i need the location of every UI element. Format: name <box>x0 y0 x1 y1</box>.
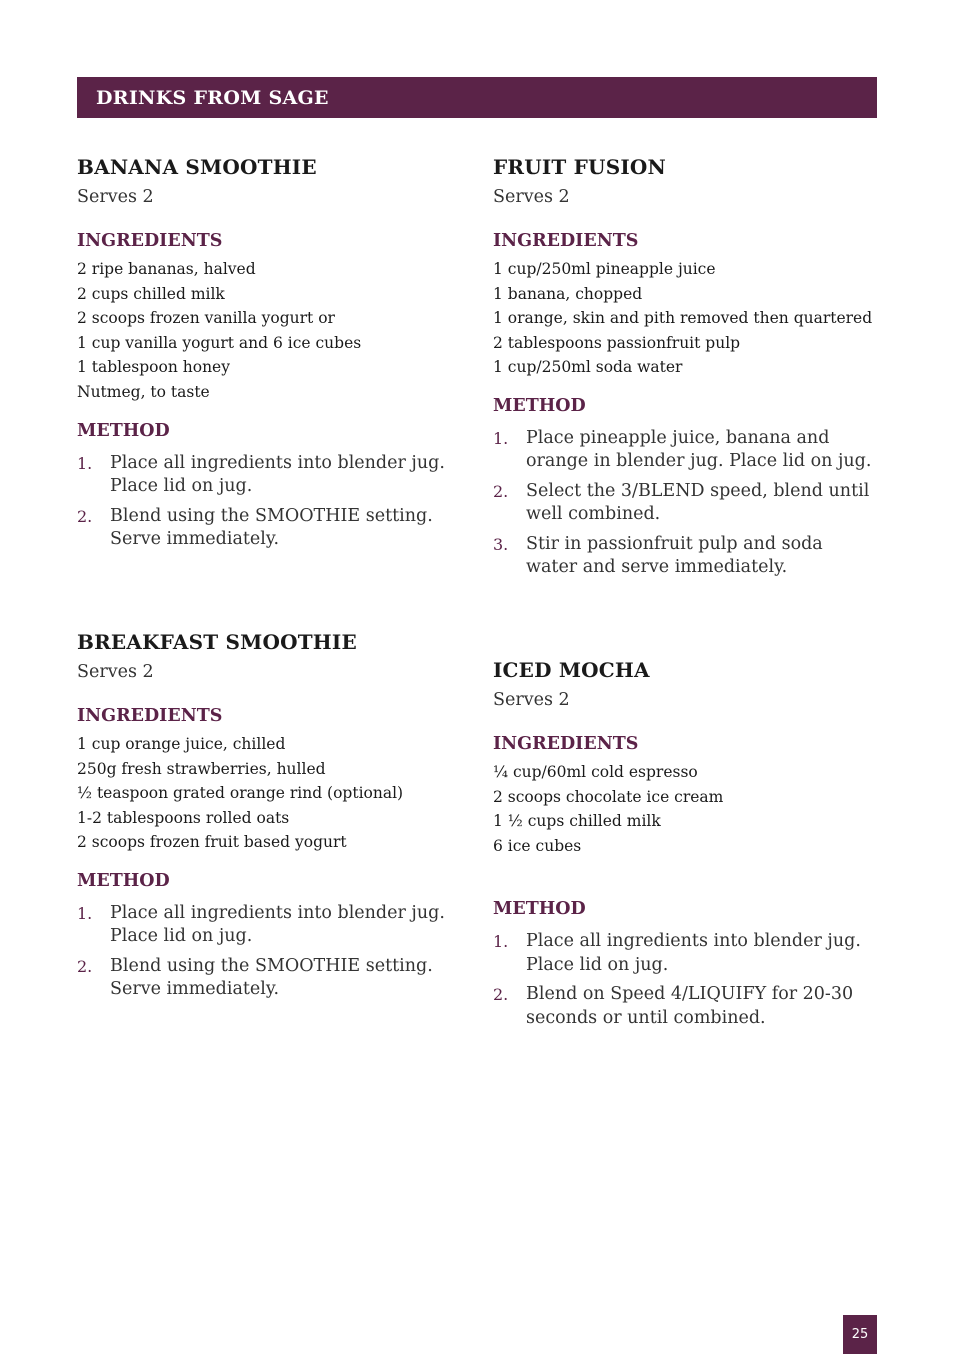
recipe-banana-smoothie <box>77 154 462 558</box>
method-step <box>77 452 462 499</box>
ingredient-item: 2 scoops frozen fruit based yogurt <box>77 833 347 852</box>
step-number: 1. <box>77 453 93 473</box>
method-list <box>77 902 462 1002</box>
ingredient-item: 2 cups chilled milk <box>77 284 225 303</box>
method-list <box>493 427 878 580</box>
method-heading: METHOD <box>77 870 170 891</box>
recipe-title: BANANA SMOOTHIE <box>77 155 317 179</box>
step-number: 1. <box>77 903 93 923</box>
section-title: DRINKS FROM SAGE <box>96 86 329 109</box>
step-text: Stir in passionfruit pulp and soda water and serve immediately. <box>526 533 823 578</box>
step-text: Blend using the SMOOTHIE setting. Serve immediately. <box>110 955 433 1000</box>
ingredients-list <box>493 257 878 380</box>
ingredient-item: 2 ripe bananas, halved <box>77 260 256 278</box>
method-heading: METHOD <box>493 899 586 920</box>
ingredient-item: 1 banana, chopped <box>493 284 643 303</box>
method-list <box>493 930 878 1030</box>
ingredient-item: 1 cup vanilla yogurt and 6 ice cubes <box>77 333 362 352</box>
ingredient-item: 1-2 tablespoons rolled oats <box>77 808 290 827</box>
step-text: Place all ingredients into blender jug. Place lid on jug. <box>110 452 445 497</box>
ingredient-item: 2 scoops chocolate ice cream <box>493 787 724 806</box>
method-heading: METHOD <box>493 395 586 416</box>
step-text: Place pineapple juice, banana and orange in blender jug. Place lid on jug. <box>526 427 872 472</box>
recipe-fruit-fusion <box>493 154 878 586</box>
recipe-title: ICED MOCHA <box>493 658 650 682</box>
recipe-serves: Serves 2 <box>493 187 570 207</box>
recipe-title: BREAKFAST SMOOTHIE <box>77 630 357 654</box>
ingredient-item: 1 cup/250ml soda water <box>493 358 683 377</box>
step-number: 2. <box>77 506 93 526</box>
ingredients-heading: INGREDIENTS <box>493 231 639 251</box>
ingredient-item: 1 cup/250ml pineapple juice <box>493 260 716 278</box>
ingredient-item: 2 scoops frozen vanilla yogurt or <box>77 309 335 328</box>
ingredients-list <box>77 732 462 855</box>
step-number: 1. <box>493 428 509 448</box>
method-step <box>493 930 878 977</box>
recipe-serves: Serves 2 <box>77 662 154 682</box>
ingredient-item: 2 tablespoons passionfruit pulp <box>493 333 741 352</box>
recipe-breakfast-smoothie <box>77 629 462 1008</box>
ingredients-heading: INGREDIENTS <box>77 706 223 726</box>
step-number: 2. <box>77 956 93 976</box>
section-banner <box>77 77 877 118</box>
step-text: Blend on Speed 4/LIQUIFY for 20-30 seconds or until combined. <box>526 984 854 1028</box>
ingredient-item: 1 cup orange juice, chilled <box>77 735 286 753</box>
recipe-serves: Serves 2 <box>493 690 570 710</box>
step-number: 3. <box>493 534 509 554</box>
ingredients-heading: INGREDIENTS <box>493 734 639 754</box>
ingredients-list <box>493 760 878 858</box>
ingredient-item: 1 tablespoon honey <box>77 358 230 377</box>
method-step <box>493 983 878 1030</box>
method-step <box>493 427 878 474</box>
method-step <box>493 480 878 527</box>
step-number: 2. <box>493 481 509 501</box>
ingredients-heading: INGREDIENTS <box>77 231 223 251</box>
ingredient-item: 1 ½ cups chilled milk <box>493 812 661 831</box>
method-step <box>77 955 462 1002</box>
ingredient-item: ½ teaspoon grated orange rind (optional) <box>77 784 404 803</box>
ingredient-item: 250g fresh strawberries, hulled <box>77 759 326 778</box>
recipe-title: FRUIT FUSION <box>493 155 667 179</box>
step-text: Place all ingredients into blender jug. Place lid on jug. <box>110 902 445 947</box>
recipe-iced-mocha <box>493 657 878 1036</box>
ingredient-item: Nutmeg, to taste <box>77 382 210 401</box>
ingredient-item: ¼ cup/60ml cold espresso <box>493 763 698 781</box>
method-step <box>493 533 878 580</box>
step-number: 1. <box>493 932 509 952</box>
page-number: 25 <box>843 1315 877 1354</box>
step-text: Blend using the SMOOTHIE setting. Serve immediately. <box>110 505 433 550</box>
ingredients-list <box>77 257 462 405</box>
ingredient-item: 6 ice cubes <box>493 836 582 855</box>
step-number: 2. <box>493 985 509 1005</box>
method-step <box>77 505 462 552</box>
step-text: Select the 3/BLEND speed, blend until well combined. <box>526 480 870 525</box>
step-text: Place all ingredients into blender jug. Place lid on jug. <box>526 931 861 975</box>
method-heading: METHOD <box>77 420 170 441</box>
method-list <box>77 452 462 552</box>
recipe-serves: Serves 2 <box>77 187 154 207</box>
method-step <box>77 902 462 949</box>
ingredient-item: 1 orange, skin and pith removed then quartered <box>493 309 873 328</box>
